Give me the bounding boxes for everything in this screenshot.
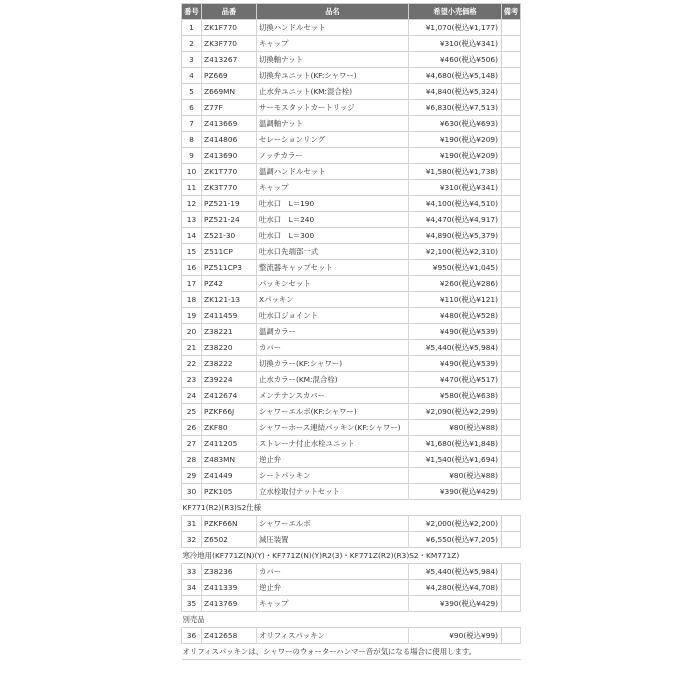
product-name: シャワーエルボ(KF:シャワー) <box>257 404 409 420</box>
part-number: Z413267 <box>202 52 257 68</box>
price: ¥2,090(税込¥2,299) <box>409 404 502 420</box>
row-number: 20 <box>182 324 202 340</box>
remarks <box>502 52 521 68</box>
remarks <box>502 164 521 180</box>
part-number: Z413690 <box>202 148 257 164</box>
row-number: 17 <box>182 276 202 292</box>
product-name: 減圧装置 <box>257 532 409 548</box>
remarks <box>502 36 521 52</box>
table-row <box>182 484 521 500</box>
product-name: 温調カラー <box>257 324 409 340</box>
product-name: メンテナンスカバー <box>257 388 409 404</box>
product-name: 温調ハンドルセット <box>257 164 409 180</box>
remarks <box>502 308 521 324</box>
section-heading: KF771(R2)(R3)S2仕様 <box>182 500 521 516</box>
table-row <box>182 596 521 612</box>
product-name: 立水栓取付ナットセット <box>257 484 409 500</box>
row-number: 33 <box>182 564 202 580</box>
price: ¥1,680(税込¥1,848) <box>409 436 502 452</box>
row-number: 16 <box>182 260 202 276</box>
part-number: Z38220 <box>202 340 257 356</box>
part-number: ZKF80 <box>202 420 257 436</box>
row-number: 7 <box>182 116 202 132</box>
parts-table <box>181 3 521 660</box>
table-row <box>182 404 521 420</box>
header-product-name: 品名 <box>257 4 409 20</box>
header-part-number: 品番 <box>202 4 257 20</box>
remarks <box>502 404 521 420</box>
row-number: 30 <box>182 484 202 500</box>
price: ¥80(税込¥88) <box>409 468 502 484</box>
price: ¥6,550(税込¥7,205) <box>409 532 502 548</box>
price: ¥310(税込¥341) <box>409 36 502 52</box>
price: ¥1,540(税込¥1,694) <box>409 452 502 468</box>
row-number: 13 <box>182 212 202 228</box>
table-row <box>182 388 521 404</box>
remarks <box>502 276 521 292</box>
table-row <box>182 420 521 436</box>
remarks <box>502 196 521 212</box>
section-heading-row <box>182 500 521 516</box>
remarks <box>502 596 521 612</box>
table-row <box>182 564 521 580</box>
price: ¥4,470(税込¥4,917) <box>409 212 502 228</box>
table-row <box>182 244 521 260</box>
part-number: PZKF66N <box>202 516 257 532</box>
table-row <box>182 84 521 100</box>
product-name: シャワーエルボ <box>257 516 409 532</box>
remarks <box>502 372 521 388</box>
row-number: 26 <box>182 420 202 436</box>
product-name: 止水カラー(KM:混合栓) <box>257 372 409 388</box>
price: ¥460(税込¥506) <box>409 52 502 68</box>
row-number: 32 <box>182 532 202 548</box>
row-number: 2 <box>182 36 202 52</box>
price: ¥480(税込¥528) <box>409 308 502 324</box>
remarks <box>502 116 521 132</box>
product-name: サーモスタットカートリッジ <box>257 100 409 116</box>
product-name: カバー <box>257 564 409 580</box>
product-name: ストレーナ付止水栓ユニット <box>257 436 409 452</box>
price: ¥630(税込¥693) <box>409 116 502 132</box>
part-number: ZK3F770 <box>202 36 257 52</box>
remarks <box>502 340 521 356</box>
table-row <box>182 628 521 644</box>
row-number: 1 <box>182 20 202 36</box>
remarks <box>502 388 521 404</box>
price: ¥310(税込¥341) <box>409 180 502 196</box>
remarks <box>502 68 521 84</box>
part-number: Z411339 <box>202 580 257 596</box>
part-number: Z38222 <box>202 356 257 372</box>
row-number: 34 <box>182 580 202 596</box>
part-number: Z412674 <box>202 388 257 404</box>
row-number: 6 <box>182 100 202 116</box>
product-name: Xパッキン <box>257 292 409 308</box>
product-name: 吐水口 L＝240 <box>257 212 409 228</box>
table-row <box>182 580 521 596</box>
price: ¥6,830(税込¥7,513) <box>409 100 502 116</box>
price: ¥110(税込¥121) <box>409 292 502 308</box>
table-row <box>182 372 521 388</box>
row-number: 11 <box>182 180 202 196</box>
part-number: Z411459 <box>202 308 257 324</box>
part-number: ZK1T770 <box>202 164 257 180</box>
row-number: 5 <box>182 84 202 100</box>
row-number: 27 <box>182 436 202 452</box>
product-name: シートパッキン <box>257 468 409 484</box>
price: ¥2,000(税込¥2,200) <box>409 516 502 532</box>
part-number: PZ521-19 <box>202 196 257 212</box>
row-number: 10 <box>182 164 202 180</box>
part-number: Z413769 <box>202 596 257 612</box>
price: ¥90(税込¥99) <box>409 628 502 644</box>
part-number: Z669MN <box>202 84 257 100</box>
note-row <box>182 644 521 660</box>
table-row <box>182 100 521 116</box>
table-row <box>182 308 521 324</box>
product-name: 切換カラー(KF:シャワー) <box>257 356 409 372</box>
part-number: PZ521-24 <box>202 212 257 228</box>
remarks <box>502 452 521 468</box>
product-name: 吐水口先端部一式 <box>257 244 409 260</box>
parts-list <box>181 3 520 660</box>
table-header-row <box>182 4 521 20</box>
remarks <box>502 420 521 436</box>
remarks <box>502 228 521 244</box>
header-remarks: 備考 <box>502 4 521 20</box>
remarks <box>502 484 521 500</box>
section-heading: 別売品 <box>182 612 521 628</box>
remarks <box>502 324 521 340</box>
product-name: 切換弁ユニット(KF:シャワー) <box>257 68 409 84</box>
part-number: PZ511CP3 <box>202 260 257 276</box>
price: ¥390(税込¥429) <box>409 596 502 612</box>
row-number: 8 <box>182 132 202 148</box>
price: ¥4,680(税込¥5,148) <box>409 68 502 84</box>
remarks <box>502 180 521 196</box>
product-name: 吐水口ジョイント <box>257 308 409 324</box>
product-name: シャワーホース連結パッキン(KF:シャワー) <box>257 420 409 436</box>
product-name: パッキンセット <box>257 276 409 292</box>
product-name: ノッチカラー <box>257 148 409 164</box>
section-heading-row <box>182 548 521 564</box>
remarks <box>502 20 521 36</box>
part-number: PZKF66J <box>202 404 257 420</box>
table-row <box>182 356 521 372</box>
table-row <box>182 116 521 132</box>
row-number: 31 <box>182 516 202 532</box>
table-row <box>182 532 521 548</box>
price: ¥4,840(税込¥5,324) <box>409 84 502 100</box>
remarks <box>502 628 521 644</box>
price: ¥1,580(税込¥1,738) <box>409 164 502 180</box>
row-number: 35 <box>182 596 202 612</box>
price: ¥470(税込¥517) <box>409 372 502 388</box>
row-number: 25 <box>182 404 202 420</box>
price: ¥4,280(税込¥4,708) <box>409 580 502 596</box>
table-row <box>182 180 521 196</box>
price: ¥950(税込¥1,045) <box>409 260 502 276</box>
price: ¥4,100(税込¥4,510) <box>409 196 502 212</box>
table-row <box>182 436 521 452</box>
row-number: 3 <box>182 52 202 68</box>
price: ¥4,890(税込¥5,379) <box>409 228 502 244</box>
part-number: Z41449 <box>202 468 257 484</box>
table-row <box>182 260 521 276</box>
part-number: Z411205 <box>202 436 257 452</box>
part-number: ZK3T770 <box>202 180 257 196</box>
remarks <box>502 468 521 484</box>
remarks <box>502 580 521 596</box>
remarks <box>502 356 521 372</box>
table-row <box>182 68 521 84</box>
price: ¥5,440(税込¥5,984) <box>409 564 502 580</box>
remarks <box>502 212 521 228</box>
table-row <box>182 324 521 340</box>
price: ¥1,070(税込¥1,177) <box>409 20 502 36</box>
part-number: Z38221 <box>202 324 257 340</box>
section-heading: 寒冷地用(KF771Z(N)(Y)・KF771Z(N)(Y)R2(3)・KF771Z(R2)(R3)S2・KM771Z) <box>182 548 521 564</box>
table-row <box>182 164 521 180</box>
price: ¥490(税込¥539) <box>409 324 502 340</box>
remarks <box>502 100 521 116</box>
product-name: 逆止弁 <box>257 452 409 468</box>
part-number: ZK121-13 <box>202 292 257 308</box>
remarks <box>502 436 521 452</box>
row-number: 36 <box>182 628 202 644</box>
product-name: 止水弁ユニット(KM:混合栓) <box>257 84 409 100</box>
part-number: Z521-30 <box>202 228 257 244</box>
table-row <box>182 292 521 308</box>
table-row <box>182 276 521 292</box>
remarks <box>502 84 521 100</box>
part-number: Z38236 <box>202 564 257 580</box>
part-number: Z77F <box>202 100 257 116</box>
row-number: 21 <box>182 340 202 356</box>
remarks <box>502 532 521 548</box>
table-row <box>182 20 521 36</box>
product-name: 吐水口 L＝300 <box>257 228 409 244</box>
part-number: Z413669 <box>202 116 257 132</box>
row-number: 24 <box>182 388 202 404</box>
part-number: ZK1F770 <box>202 20 257 36</box>
price: ¥5,440(税込¥5,984) <box>409 340 502 356</box>
price: ¥260(税込¥286) <box>409 276 502 292</box>
part-number: Z414806 <box>202 132 257 148</box>
table-row <box>182 148 521 164</box>
product-name: キャップ <box>257 36 409 52</box>
part-number: Z39224 <box>202 372 257 388</box>
row-number: 9 <box>182 148 202 164</box>
header-no: 番号 <box>182 4 202 20</box>
table-row <box>182 36 521 52</box>
remarks <box>502 244 521 260</box>
product-name: セレーションリング <box>257 132 409 148</box>
table-body <box>182 20 521 660</box>
remarks <box>502 260 521 276</box>
product-name: 温調軸ナット <box>257 116 409 132</box>
footnote: オリフィスパッキンは、シャワーのウォーターハンマー音が気になる場合に使用します。 <box>182 644 521 660</box>
part-number: Z6502 <box>202 532 257 548</box>
part-number: Z412658 <box>202 628 257 644</box>
row-number: 28 <box>182 452 202 468</box>
part-number: PZK105 <box>202 484 257 500</box>
product-name: 吐水口 L＝190 <box>257 196 409 212</box>
price: ¥2,100(税込¥2,310) <box>409 244 502 260</box>
product-name: カバー <box>257 340 409 356</box>
part-number: Z483MN <box>202 452 257 468</box>
table-row <box>182 340 521 356</box>
table-row <box>182 452 521 468</box>
table-row <box>182 132 521 148</box>
header-price: 希望小売価格 <box>409 4 502 20</box>
product-name: 切換軸ナット <box>257 52 409 68</box>
table-row <box>182 228 521 244</box>
product-name: 整流器キャップセット <box>257 260 409 276</box>
price: ¥390(税込¥429) <box>409 484 502 500</box>
part-number: PZ669 <box>202 68 257 84</box>
product-name: キャップ <box>257 180 409 196</box>
row-number: 14 <box>182 228 202 244</box>
remarks <box>502 132 521 148</box>
remarks <box>502 516 521 532</box>
table-row <box>182 52 521 68</box>
row-number: 23 <box>182 372 202 388</box>
table-row <box>182 196 521 212</box>
table-row <box>182 212 521 228</box>
remarks <box>502 564 521 580</box>
part-number: PZ42 <box>202 276 257 292</box>
product-name: 逆止弁 <box>257 580 409 596</box>
row-number: 12 <box>182 196 202 212</box>
product-name: キャップ <box>257 596 409 612</box>
price: ¥580(税込¥638) <box>409 388 502 404</box>
table-row <box>182 468 521 484</box>
row-number: 22 <box>182 356 202 372</box>
remarks <box>502 292 521 308</box>
row-number: 18 <box>182 292 202 308</box>
row-number: 15 <box>182 244 202 260</box>
part-number: Z511CP <box>202 244 257 260</box>
row-number: 19 <box>182 308 202 324</box>
price: ¥490(税込¥539) <box>409 356 502 372</box>
section-heading-row <box>182 612 521 628</box>
product-name: オリフィスパッキン <box>257 628 409 644</box>
row-number: 4 <box>182 68 202 84</box>
price: ¥190(税込¥209) <box>409 132 502 148</box>
price: ¥80(税込¥88) <box>409 420 502 436</box>
remarks <box>502 148 521 164</box>
row-number: 29 <box>182 468 202 484</box>
product-name: 切換ハンドルセット <box>257 20 409 36</box>
table-row <box>182 516 521 532</box>
price: ¥190(税込¥209) <box>409 148 502 164</box>
